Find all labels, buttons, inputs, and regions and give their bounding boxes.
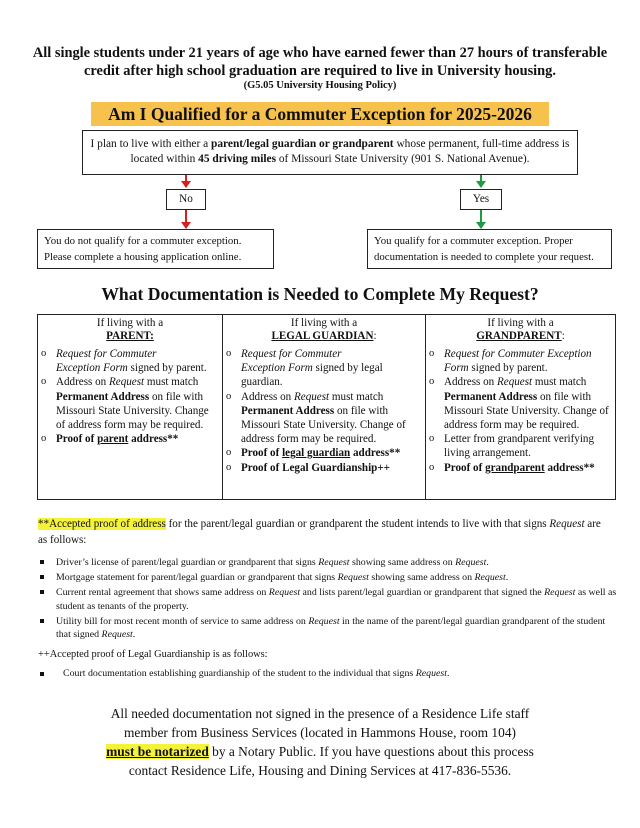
no-result-line-1: You do not qualify for a commuter exception. <box>44 235 242 247</box>
column-grandparent-colon: : <box>561 330 565 342</box>
proof-highlight: **Accepted proof of address <box>38 518 166 530</box>
item-text: Proof of <box>241 447 283 460</box>
column-parent <box>38 315 223 499</box>
item-text: Letter from grandparent verifying living arrangement. <box>444 433 595 460</box>
form-name: Request for Commuter Exception Form <box>444 348 592 375</box>
footer-line-1: All needed documentation not signed in the presence of a Residence Life staff <box>110 706 530 721</box>
item-text: signed by legal guardian. <box>241 362 383 389</box>
item-text: signed by parent. <box>127 362 207 375</box>
item-text: must match <box>329 390 384 403</box>
notarized-highlight: must be notarized <box>106 744 209 759</box>
item-text: must match <box>532 376 587 389</box>
yes-result-line-1: You qualify for a commuter exception. Proper <box>374 235 573 247</box>
column-guardian-list <box>223 346 425 475</box>
list-item: Court documentation establishing guardianship of the student to the individual that signs Request. <box>38 667 608 681</box>
item-text: on file with Missouri State University. Change of address form may be required. <box>241 404 406 446</box>
no-arrow-bottom <box>185 210 187 228</box>
notarization-notice <box>70 704 570 780</box>
request-word: Request <box>497 376 533 389</box>
proof-of-address-list <box>38 556 618 643</box>
list-item <box>225 390 423 447</box>
proof-text: for the parent/legal guardian or grandparent the student intends to live with that signs <box>165 518 550 530</box>
column-guardian-prefix: If living with a <box>290 317 358 329</box>
form-name: Request for Commuter <box>241 348 342 360</box>
item-text: address** <box>544 461 595 474</box>
list-item <box>225 347 423 390</box>
guardianship-intro: ++Accepted proof of Legal Guardianship is as follows: <box>38 649 268 660</box>
footer-line-3 <box>70 742 570 761</box>
column-guardian-title: LEGAL GUARDIAN <box>271 330 374 342</box>
form-name: Request for Commuter <box>56 348 157 360</box>
item-text: Proof of <box>56 433 98 446</box>
item-text: parent <box>97 433 129 446</box>
item-text: Address on <box>56 376 109 389</box>
list-item <box>40 347 220 375</box>
item-text: Proof of <box>444 461 486 474</box>
plan-statement <box>82 130 578 175</box>
header-line-2: credit after high school graduation are required to live in University housing. <box>84 63 556 79</box>
item-text: on file with Missouri State University. Change of address form may be required. <box>444 390 609 432</box>
request-word: Request <box>549 518 585 530</box>
no-arrow-top <box>185 175 187 187</box>
item-text: on file with Missouri State University. Change of address form may be required. <box>56 390 209 432</box>
column-grandparent-prefix: If living with a <box>487 317 554 329</box>
policy-reference: (G5.05 University Housing Policy) <box>243 80 397 91</box>
no-result-box <box>37 229 274 269</box>
permanent-address: Permanent Address <box>241 404 335 417</box>
item-text: must match <box>144 376 199 389</box>
item-text: Address on <box>241 390 294 403</box>
list-item: Mortgage statement for parent/legal guardian or grandparent that signs Request showing same address on Request. <box>38 571 618 584</box>
item-text: signed by parent. <box>468 362 548 375</box>
column-legal-guardian <box>223 315 426 499</box>
column-grandparent-title: GRANDPARENT <box>476 330 562 342</box>
eligibility-header <box>20 44 620 80</box>
header-line-1: All single students under 21 years of age who have earned fewer than 27 hours of transferable <box>32 45 608 61</box>
item-text: legal guardian <box>282 447 351 460</box>
list-item <box>225 446 423 460</box>
permanent-address: Permanent Address <box>56 390 150 403</box>
item-text: Proof of Legal Guardianship++ <box>241 461 390 474</box>
column-grandparent-list <box>426 346 615 475</box>
yes-arrow-top <box>480 175 482 187</box>
item-text: address** <box>350 447 401 460</box>
list-item <box>40 432 220 446</box>
form-name-2: Exception Form <box>241 362 313 375</box>
column-parent-title: PARENT: <box>106 330 154 342</box>
column-grandparent <box>426 315 615 499</box>
no-result-line-2: Please complete a housing application online. <box>44 251 242 263</box>
yes-result-line-2: documentation is needed to complete your request. <box>374 251 594 263</box>
list-item: Driver’s license of parent/legal guardian or grandparent that signs Request showing same address on Request. <box>38 556 618 569</box>
footer-line-2: member from Business Services (located in Hammons House, room 104) <box>124 725 516 740</box>
request-word: Request <box>109 376 145 389</box>
column-parent-list <box>38 346 222 446</box>
yes-result-box <box>367 229 612 269</box>
column-guardian-header <box>223 315 425 346</box>
documentation-table <box>37 314 616 500</box>
footer-text: by a Notary Public. If you have questions about this process <box>208 744 534 759</box>
footer-line-4: contact Residence Life, Housing and Dining Services at 417-836-5536. <box>128 763 512 778</box>
guardianship-list <box>38 667 608 681</box>
documentation-heading: What Documentation is Needed to Complete My Request? <box>101 284 539 304</box>
plan-text-3: of Missouri State University (901 S. National Avenue). <box>276 153 530 165</box>
plan-text-2: whose permanent, full-time address is located within <box>130 138 570 165</box>
permanent-address: Permanent Address <box>444 390 538 403</box>
list-item <box>428 461 613 475</box>
list-item: Utility bill for most recent month of service to same address on Request in the name of the parent/legal guardian grandparent of the student that signed Request. <box>38 615 618 641</box>
list-item <box>40 375 220 432</box>
item-text: address** <box>128 433 179 446</box>
column-grandparent-header <box>426 315 615 346</box>
yes-box: Yes <box>460 189 502 210</box>
plan-relatives: parent/legal guardian or grandparent <box>211 138 394 150</box>
list-item <box>428 375 613 432</box>
yes-arrow-bottom <box>480 210 482 228</box>
no-box: No <box>166 189 206 210</box>
list-item <box>428 347 613 375</box>
proof-text-2: are as follows: <box>38 518 601 546</box>
list-item: Current rental agreement that shows same address on Request and lists parent/legal guardian or grandparent that signed the Request as well as student as tenants of the property. <box>38 586 618 612</box>
plan-text-1: I plan to live with either a <box>90 138 212 150</box>
list-item <box>225 461 423 475</box>
page-title: Am I Qualified for a Commuter Exception for 2025-2026 <box>91 102 549 126</box>
list-item <box>428 432 613 460</box>
column-parent-header <box>38 315 222 346</box>
column-guardian-colon: : <box>373 330 377 342</box>
form-name-2: Exception Form <box>56 362 128 375</box>
proof-of-address-intro <box>38 516 608 548</box>
column-parent-prefix: If living with a <box>96 317 164 329</box>
item-text: Address on <box>444 376 497 389</box>
request-word: Request <box>294 390 330 403</box>
item-text: grandparent <box>485 461 545 474</box>
plan-distance: 45 driving miles <box>198 153 277 165</box>
